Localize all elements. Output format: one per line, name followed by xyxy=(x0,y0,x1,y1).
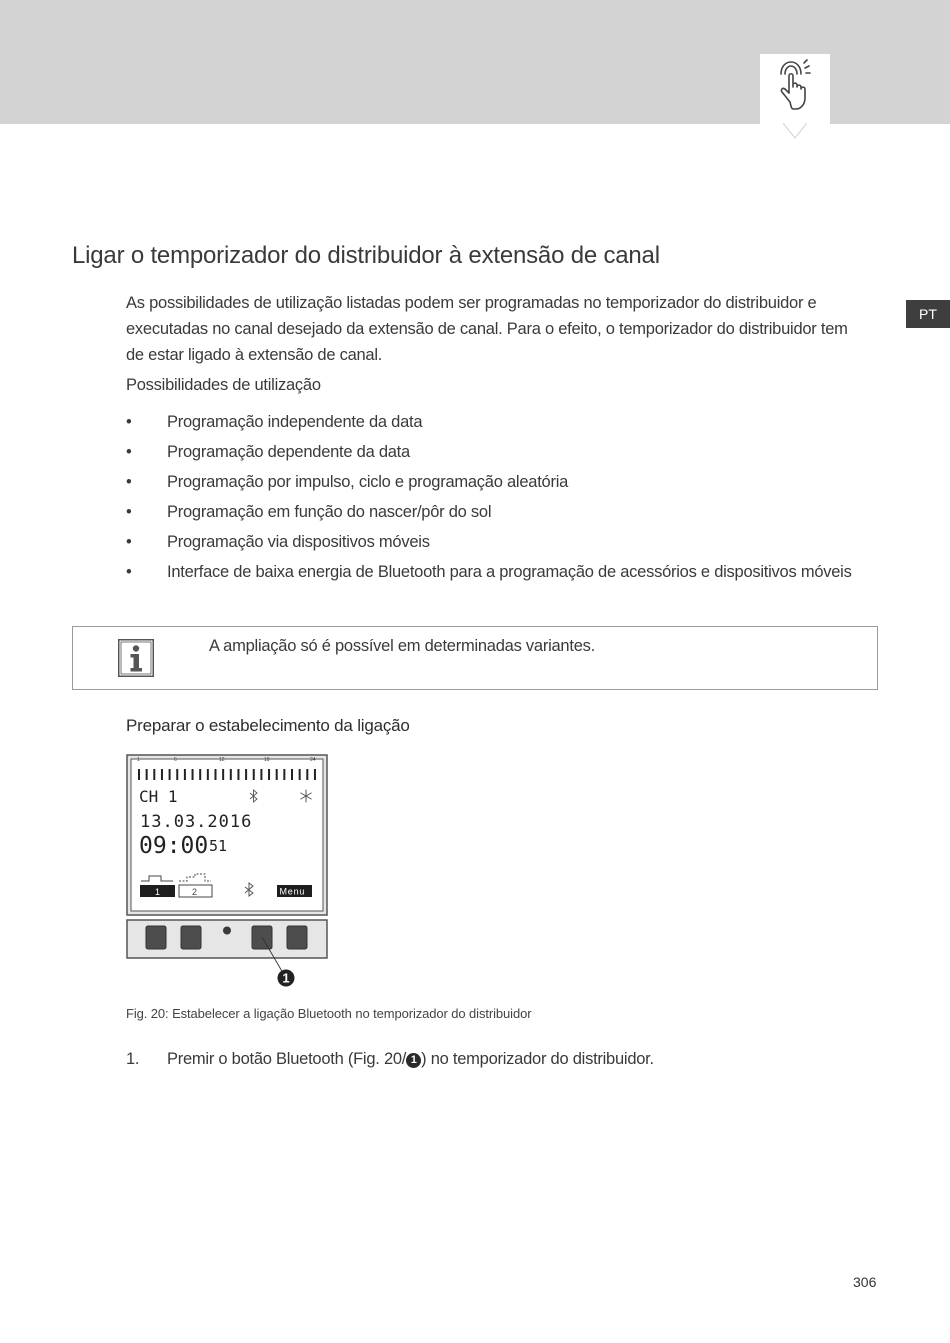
language-badge: PT xyxy=(906,300,950,328)
device-button-2[interactable] xyxy=(181,926,201,949)
bullet-icon: • xyxy=(126,503,132,521)
channel-label: CH 1 xyxy=(139,787,178,806)
note-text: A ampliação só é possível em determinadas variantes. xyxy=(209,637,595,655)
step-text: Premir o botão Bluetooth (Fig. 20/ 1 ) no temporizador do distribuidor. xyxy=(167,1050,654,1068)
hour-tick-label: 1 xyxy=(137,757,140,763)
program-1-label: 1 xyxy=(155,887,161,897)
menu-label: Menu xyxy=(279,886,306,897)
list-item: • Programação via dispositivos móveis xyxy=(126,529,896,559)
callout-number: 1 xyxy=(282,970,290,986)
page-title: Ligar o temporizador do distribuidor à extensão de canal xyxy=(72,242,660,269)
hour-tick-label: 24 xyxy=(310,757,316,763)
figure-caption: Fig. 20: Estabelecer a ligação Bluetooth no temporizador do distribuidor xyxy=(126,1006,532,1021)
date-display: 13.03.2016 xyxy=(140,812,253,832)
time-display: 09:00 xyxy=(139,833,209,859)
seconds-display: 51 xyxy=(209,837,228,855)
intro-paragraph: As possibilidades de utilização listadas podem ser programadas no temporizador do distribuidor e executadas no canal desejado da extensão de canal. Para o efeito, o temporizador do distribuidor tem de estar ligado à extensão de canal. xyxy=(126,294,848,364)
info-note xyxy=(72,626,878,690)
bullet-icon: • xyxy=(126,443,132,461)
section-subheading: Preparar o estabelecimento da ligação xyxy=(126,716,410,735)
uses-list xyxy=(126,409,896,589)
list-item: • Programação em função do nascer/pôr do sol xyxy=(126,499,896,529)
page-number: 306 xyxy=(853,1274,877,1290)
bullet-icon: • xyxy=(126,563,132,581)
list-item: • Programação dependente da data xyxy=(126,439,896,469)
list-item: • Programação por impulso, ciclo e programação aleatória xyxy=(126,469,896,499)
touch-hand-icon xyxy=(760,54,830,124)
step-number: 1. xyxy=(126,1050,140,1068)
hour-tick-label: 6 xyxy=(174,757,177,763)
device-button-1[interactable] xyxy=(146,926,166,949)
list-item: • Programação independente da data xyxy=(126,409,896,439)
status-led xyxy=(223,927,231,935)
chapter-tab xyxy=(760,54,830,124)
timer-device-figure xyxy=(126,754,330,994)
bullet-icon: • xyxy=(126,473,132,491)
bullet-icon: • xyxy=(126,413,132,431)
hour-tick-label: 18 xyxy=(264,757,270,763)
bullet-icon: • xyxy=(126,533,132,551)
list-item: • Interface de baixa energia de Bluetooth para a programação de acessórios e dispositivos móveis xyxy=(126,559,896,589)
device-button-4[interactable] xyxy=(287,926,307,949)
info-icon xyxy=(118,639,154,677)
hour-tick-label: 12 xyxy=(219,757,225,763)
callout-marker: 1 xyxy=(406,1053,421,1068)
tab-pointer xyxy=(783,122,807,140)
uses-title: Possibilidades de utilização xyxy=(126,376,321,394)
program-2-label: 2 xyxy=(192,887,198,897)
